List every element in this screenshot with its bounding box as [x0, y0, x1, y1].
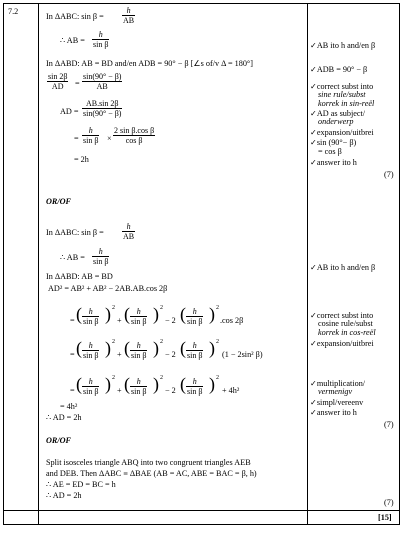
cosine-rule-line: AD² = AB² + AB² − 2AB.AB.cos 2β: [48, 284, 168, 293]
question-number: 7.2: [8, 7, 19, 16]
term-2-3: $\frac{h}{\text{sin β}}$: [187, 341, 203, 360]
score-1: (7): [384, 170, 394, 179]
ad-equals-label: AD =: [60, 107, 79, 116]
fraction-h-over-sinb-b: $\frac{h}{\text{sin β}}$: [93, 247, 109, 266]
term-2-2: $\frac{h}{\text{sin β}}$: [131, 341, 147, 360]
result-2h: = 2h: [74, 155, 89, 164]
section-c-line-2: and DEB. Then ΔABC ≡ ΔBAE (AB = AC, ABE = BAC = β, h): [46, 469, 257, 478]
term-3-3: $\frac{h}{\text{sin β}}$: [187, 377, 203, 396]
mark-sine-rule: sine rule/subst: [318, 90, 366, 99]
mark-ad-subject: ✓AD as subject/: [310, 109, 366, 118]
score-2: (7): [384, 420, 394, 429]
abc-sin-label-b: In ΔABC: sin β =: [46, 228, 104, 237]
ad-final: ∴ AD = 2h: [46, 413, 82, 422]
mark-expansion: ✓expansion/uitbrei: [310, 128, 374, 137]
fraction-ad: $\frac{AB.\sin 2\beta}{\sin(90^\circ - \beta)}$: [83, 99, 122, 118]
column-divider-1: [38, 4, 39, 524]
term-1-1: $\frac{h}{\text{sin β}}$: [83, 307, 99, 326]
mark-b-simpl: ✓simpl/vereenv: [310, 398, 364, 407]
column-divider-2: [307, 4, 308, 524]
mark-b-ab-ito-h: ✓AB ito h and/en β: [310, 263, 376, 272]
ad-squared: = 4h²: [60, 402, 78, 411]
term-3-1: $\frac{h}{\text{sin β}}$: [83, 377, 99, 396]
mark-onderwerp: onderwerp: [318, 117, 354, 126]
mark-b-vermenigv: vermenigv: [318, 387, 353, 396]
mark-adb-angle: ✓ADB = 90° − β: [310, 65, 368, 74]
fraction-h-over-ab-b: $\frac{h}{AB}$: [123, 222, 135, 241]
mark-cos-b: = cos β: [318, 147, 342, 156]
fraction-h-over-ab: $\frac{h}{AB}$: [123, 6, 135, 25]
fraction-2sinbcosb: $\frac{\text{2 sin β.cos β}}{\text{cos β}}$: [114, 126, 155, 145]
section-c-line-4: ∴ AD = 2h: [46, 491, 82, 500]
ab-equals-label: ∴ AB =: [60, 36, 85, 45]
mark-b-cosine-rule: cosine rule/subst: [318, 319, 373, 328]
memo-page: 7.2 In ΔABC: sin β = $\frac{h}{AB}$ ∴ AB = $\frac{h}{\text{sin β}}$ In ΔABD: AB = BD and/en ADB = 90° − β [∠s of/v Δ = 180°] $\frac{\sin 2\beta}{AD}$ = $\frac{\sin(90^\circ - \beta)}{AB}$ AD = $\frac{AB.\sin 2\beta}{\sin(90^\circ - \beta)}$ = $\frac{h}{\text{sin β}}$ × $\frac{\text{2 sin β.cos β}}{\text{cos β}}$ = 2h ✓AB ito h and/en β ✓ADB = 90° − β ✓correct subst into sine rule/subst korrek in sin-reël ✓AD as subject/ onderwerp ✓expansion/uitbrei ✓sin (90°− β) = cos β ✓answer ito h (7) OR/OF In ΔABC: sin β = $\frac{h}{AB}$ ∴ AB = $\frac{h}{\text{sin β}}$ In ΔABD: AB = BD AD² = AB² + AB² − 2AB.AB.cos 2β = ( $\frac{h}{\text{sin β}}$ ) 2 + ( $\frac{h}{\text{sin β}}$ ) 2 − 2 ( $\frac{h}{\text{sin β}}$ ) 2 .cos 2β = ( $\frac{h}{\text{sin β}}$ ) 2 + ( $\frac{h}{\text{sin β}}$ ) 2 − 2 ( $\frac{h}{\text{sin β}}$ ) 2 (1 − 2sin² β) = ( $\frac{h}{\text{sin β}}$ ) 2 + ( $\frac{h}{\text{sin β}}$ ) 2 − 2 ( $\frac{h}{\text{sin β}}$ ) 2 + 4h² = 4h² ∴ AD = 2h ✓AB ito h and/en β ✓correct subst into cosine rule/subst korrek in cos-reël ✓expansion/uitbrei ✓multiplication/ vermenigv ✓simpl/vereenv ✓answer ito h (7) OR/OF Split isosceles triangle ABQ into two congruent triangles AEB and DEB. Then ΔABC ≡ ΔBAE (AB = AC, ABE = BAC = β, h) ∴ AE = ED = BC = h ∴ AD = 2h (7) [15]: [0, 0, 405, 533]
total-marks: [15]: [378, 513, 392, 522]
mark-b-answer: ✓answer ito h: [310, 408, 357, 417]
mark-answer: ✓answer ito h: [310, 158, 357, 167]
mark-sin-90: ✓sin (90°− β): [310, 138, 357, 147]
term-1-3: $\frac{h}{\text{sin β}}$: [187, 307, 203, 326]
total-row-divider: [4, 510, 399, 511]
term-2-1: $\frac{h}{\text{sin β}}$: [83, 341, 99, 360]
mark-b-expansion: ✓expansion/uitbrei: [310, 339, 374, 348]
mark-ab-ito-h: ✓AB ito h and/en β: [310, 41, 376, 50]
mark-correct-subst: ✓correct subst into: [310, 82, 374, 91]
abd-line-b: In ΔABD: AB = BD: [46, 272, 113, 281]
score-3: (7): [384, 498, 394, 507]
fraction-sin2b-over-ad: $\frac{\sin 2\beta}{AD}$: [48, 72, 68, 91]
section-c-line-1: Split isosceles triangle ABQ into two congruent triangles AEB: [46, 458, 251, 467]
or-label-1: OR/OF: [46, 197, 72, 206]
mark-b-correct-subst: ✓correct subst into: [310, 311, 374, 320]
section-c-line-3: ∴ AE = ED = BC = h: [46, 480, 116, 489]
fraction-h-over-sinb: $\frac{h}{\text{sin β}}$: [93, 30, 109, 49]
mark-b-multiplication: ✓multiplication/: [310, 379, 366, 388]
abc-sin-label: In ΔABC: sin β =: [46, 12, 104, 21]
mark-sin-reel: korrek in sin-reël: [318, 99, 375, 108]
or-label-2: OR/OF: [46, 436, 72, 445]
abd-line: In ΔABD: AB = BD and/en ADB = 90° − β [∠s of/v Δ = 180°]: [46, 59, 253, 68]
ab-equals-label-b: ∴ AB =: [60, 253, 85, 262]
term-1-2: $\frac{h}{\text{sin β}}$: [131, 307, 147, 326]
fraction-h-over-sinb-2: $\frac{h}{\text{sin β}}$: [83, 126, 99, 145]
fraction-sin90-over-ab: $\frac{\sin(90^\circ - \beta)}{AB}$: [83, 72, 122, 91]
term-3-2: $\frac{h}{\text{sin β}}$: [131, 377, 147, 396]
mark-b-cos-reel: korrek in cos-reël: [318, 328, 376, 337]
